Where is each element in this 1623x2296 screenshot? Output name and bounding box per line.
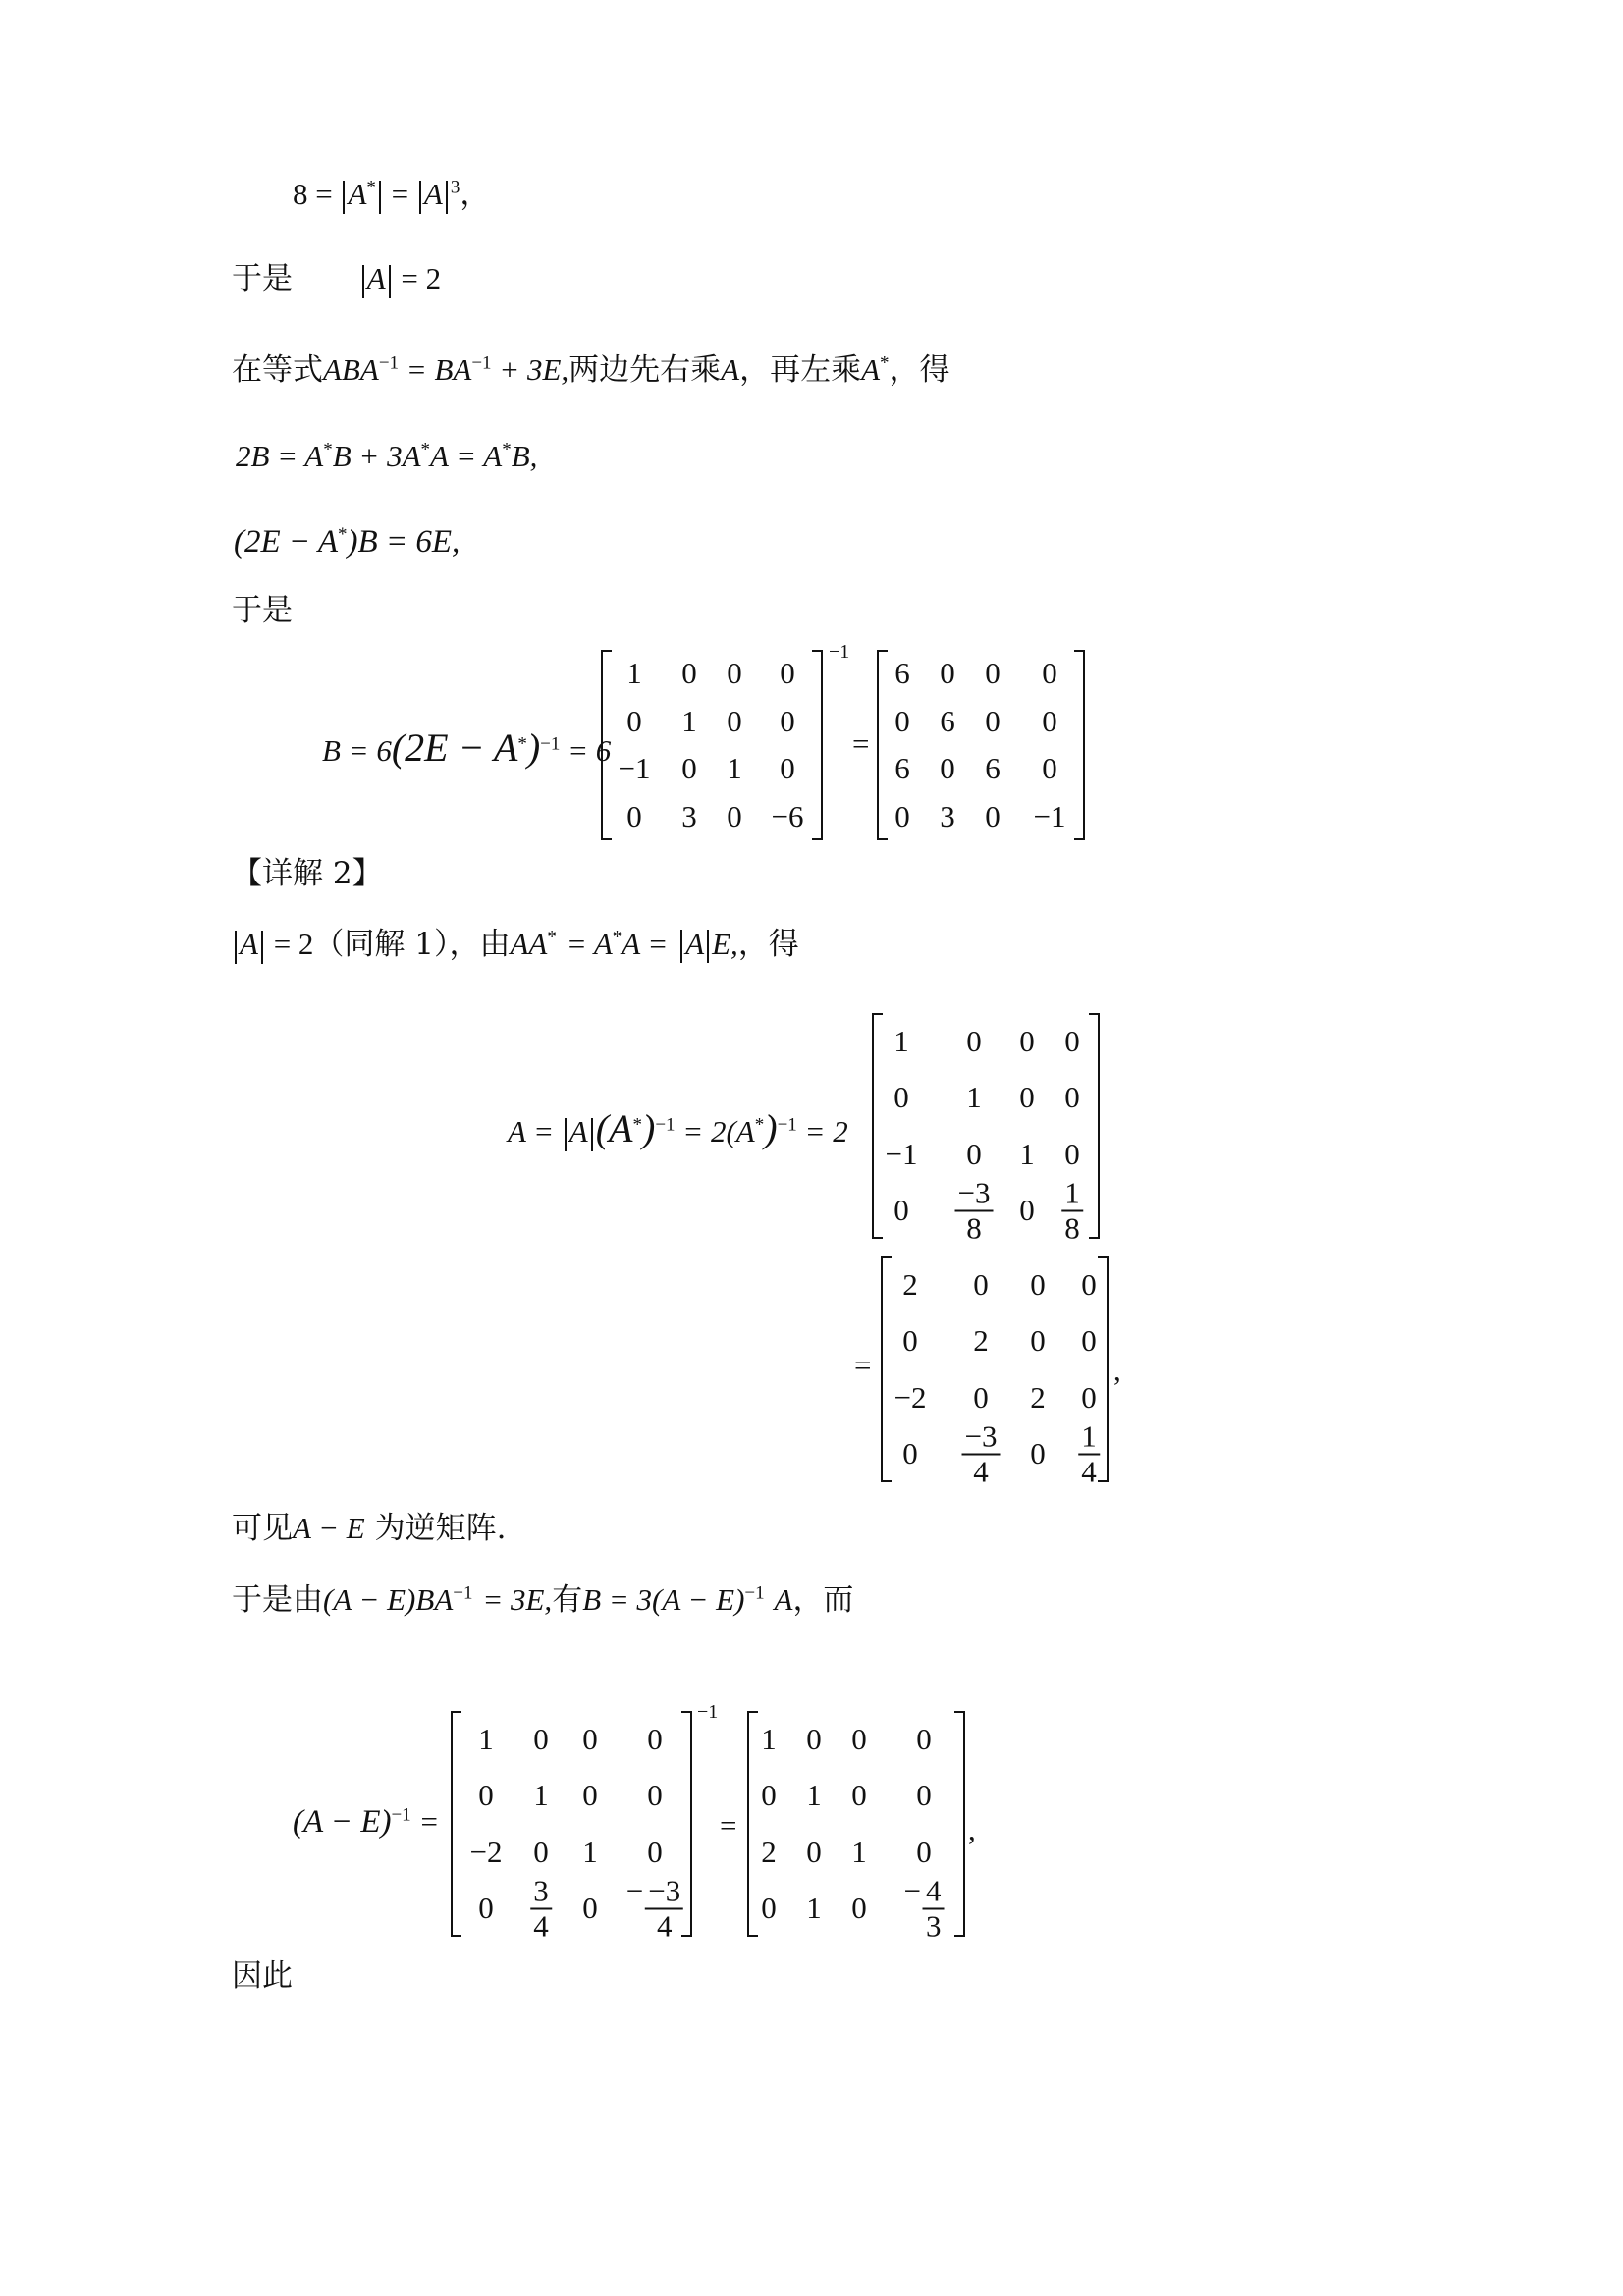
expr: ABA	[323, 352, 379, 387]
expr: A =	[508, 1114, 555, 1148]
expr: = 2(A	[682, 1114, 755, 1148]
matrix-cell: 3	[940, 798, 955, 833]
matrix-cell: 0	[851, 1891, 867, 1926]
expr: (2E − A	[234, 524, 338, 560]
matrix-cell: 0	[893, 1193, 909, 1228]
matrix-cell: 0	[1081, 1323, 1097, 1359]
matrix-cell: −2	[893, 1379, 927, 1415]
therefore-label: 因此	[232, 1958, 293, 1994]
matrix-cell: 1	[893, 1023, 909, 1058]
var-A: A	[774, 1582, 793, 1617]
matrix-cell: 0	[894, 798, 910, 833]
var-A: A	[861, 352, 881, 387]
matrix-cell: 0	[916, 1778, 932, 1813]
num-8: 8	[293, 177, 308, 211]
matrix-cell: $\frac{1}{8}$	[1061, 1176, 1083, 1246]
matrix-B-result	[877, 650, 1085, 840]
matrix-cell: − $\frac{-3}{4}$	[626, 1874, 683, 1944]
expr: A − E	[293, 1511, 365, 1545]
matrix-cell: 0	[1030, 1323, 1046, 1359]
matrix-bracket-right	[1074, 650, 1085, 840]
text: 有	[552, 1582, 583, 1618]
matrix-cell: 0	[1030, 1436, 1046, 1471]
abs-bar	[362, 265, 364, 298]
matrix-cell: 0	[940, 656, 955, 691]
expr: = 2	[804, 1114, 848, 1148]
matrix-cell: 0	[761, 1891, 777, 1926]
var-A: A	[348, 177, 367, 211]
var-A: A	[568, 1114, 588, 1148]
matrix-AminusE	[451, 1711, 692, 1944]
matrix-cell: 0	[1064, 1136, 1080, 1171]
exponent: −1	[655, 1114, 676, 1136]
matrix-cell: 2	[1030, 1379, 1046, 1415]
expr: A =	[622, 927, 669, 961]
text: ，由	[449, 927, 511, 962]
expr: = A	[566, 927, 613, 961]
matrix-bracket-right	[1089, 1013, 1100, 1239]
matrix-cell: 0	[1081, 1379, 1097, 1415]
matrix-cell: 0	[582, 1721, 598, 1756]
expr: )	[764, 1106, 778, 1150]
matrix-cell: 0	[681, 656, 697, 691]
var-A: A	[685, 927, 705, 961]
text: 在等式	[232, 352, 323, 388]
matrix-bracket-left	[881, 1256, 892, 1482]
matrix-cell: 2	[902, 1266, 918, 1302]
matrix-cell: 0	[727, 703, 742, 738]
exponent: −1	[453, 1582, 473, 1604]
matrix-cell: 0	[1042, 751, 1057, 786]
equals-sign: =	[720, 1808, 737, 1842]
matrix-cell: −1	[1033, 798, 1066, 833]
matrix-cell: 0	[1064, 1023, 1080, 1058]
eq-B-lhs: $B = 6(2E - A^*)^{-1} = 6$	[322, 725, 612, 770]
equals-sign: =	[852, 726, 870, 761]
expr: B = 3(A − E)	[582, 1582, 745, 1617]
matrix-cell: 1	[626, 656, 642, 691]
text: 可见	[232, 1511, 293, 1546]
matrix-cell: 0	[966, 1023, 982, 1058]
matrix-cell: 0	[806, 1834, 822, 1869]
so-label: 于是	[232, 593, 293, 628]
abs-bar	[419, 181, 421, 214]
matrix-cell: $\frac{3}{4}$	[530, 1874, 552, 1944]
matrix-cell: 0	[647, 1721, 663, 1756]
abs-bar	[379, 181, 381, 214]
comma: ,	[1113, 1353, 1121, 1387]
matrix-bracket-left	[872, 1013, 883, 1239]
matrix-cell: 1	[582, 1834, 598, 1869]
abs-bar	[389, 265, 391, 298]
abs-bar	[565, 1118, 567, 1151]
matrix-cell: 0	[1081, 1266, 1097, 1302]
expr: (A	[595, 1106, 633, 1150]
text: （同解 1）	[313, 927, 450, 962]
expr: AA	[510, 927, 548, 961]
text-yushi: 于是	[232, 261, 293, 296]
exponent: −1	[744, 1582, 765, 1604]
text: 两边先右乘	[568, 352, 722, 388]
matrix-cell: 0	[1030, 1266, 1046, 1302]
expr: )	[642, 1106, 656, 1150]
matrix-bracket-left	[747, 1711, 758, 1937]
abs-bar	[446, 181, 448, 214]
matrix-cell: 0	[851, 1721, 867, 1756]
abs-bar	[343, 181, 345, 214]
matrix-cell: 0	[647, 1834, 663, 1869]
abs-bar	[680, 930, 682, 963]
matrix-B-inverse-arg	[601, 650, 823, 840]
expr: B = 6	[322, 733, 392, 768]
matrix-cell: $\frac{-3}{4}$	[962, 1419, 1001, 1489]
matrix-A-result	[881, 1256, 1109, 1489]
matrix-cell: 0	[761, 1778, 777, 1813]
equals-sign: =	[854, 1348, 872, 1382]
expr: =	[418, 1804, 440, 1839]
matrix-cell: 0	[1064, 1080, 1080, 1115]
matrix-cell: 0	[894, 703, 910, 738]
matrix-cell: 0	[966, 1136, 982, 1171]
expr: (2E − A	[391, 725, 518, 770]
matrix-cell: 0	[780, 656, 795, 691]
matrix-cell: 1	[761, 1721, 777, 1756]
matrix-A-adj-inverse	[872, 1013, 1100, 1246]
matrix-cell: 0	[973, 1379, 989, 1415]
heading-solution-2: 【详解 2】	[232, 856, 383, 891]
matrix-cell: 0	[1019, 1023, 1035, 1058]
matrix-bracket-left	[601, 650, 612, 840]
matrix-cell: 0	[1042, 656, 1057, 691]
matrix-cell: − $\frac{4}{3}$	[904, 1874, 945, 1944]
exponent: −1	[697, 1701, 719, 1723]
exponent: 3	[450, 177, 460, 198]
eq-det-adjoint: 8 = A* = A $^3$，	[293, 175, 490, 214]
matrix-cell: 0	[727, 798, 742, 833]
expr: )B = 6E,	[347, 524, 460, 560]
sol2-intro-line: A = 2（同解 1），由AA* = A*A = A E,，得	[232, 925, 799, 964]
matrix-cell: 0	[478, 1891, 494, 1926]
matrix-cell: 1	[1019, 1136, 1035, 1171]
matrix-cell: 0	[582, 1778, 598, 1813]
matrix-cell: 0	[916, 1721, 932, 1756]
matrix-cell: 0	[916, 1834, 932, 1869]
text: ，得	[737, 927, 799, 962]
matrix-cell: 1	[851, 1834, 867, 1869]
matrix-cell: 0	[780, 703, 795, 738]
matrix-cell: 0	[478, 1778, 494, 1813]
matrix-cell: 1	[806, 1891, 822, 1926]
matrix-cell: 1	[533, 1778, 549, 1813]
matrix-bracket-left	[877, 650, 888, 840]
matrix-cell: −1	[618, 751, 651, 786]
exponent: −1	[378, 352, 400, 374]
abs-bar	[261, 931, 263, 964]
exponent: −1	[777, 1114, 797, 1136]
expr: = 2	[273, 927, 314, 961]
matrix-cell: 0	[1019, 1080, 1035, 1115]
matrix-cell: $\frac{1}{4}$	[1078, 1419, 1100, 1489]
matrix-cell: 0	[533, 1834, 549, 1869]
var-A: A	[366, 261, 386, 295]
eq-inv-lhs	[293, 1804, 439, 1841]
matrix-cell: 0	[533, 1721, 549, 1756]
matrix-cell: 0	[902, 1323, 918, 1359]
matrix-bracket-right	[812, 650, 823, 840]
matrix-cell: 0	[582, 1891, 598, 1926]
matrix-cell: 1	[727, 751, 742, 786]
matrix-cell: −6	[771, 798, 804, 833]
expr: B + 3A	[332, 439, 421, 473]
matrix-cell: 6	[985, 751, 1001, 786]
matrix-cell: 0	[985, 656, 1001, 691]
so-det-line	[232, 259, 441, 298]
so-from-line	[232, 1580, 853, 1620]
text: ，再左乘	[739, 352, 862, 388]
matrix-cell: 0	[940, 751, 955, 786]
expr: A = A	[430, 439, 503, 473]
expr: = BA	[399, 352, 472, 387]
eq-step1: 2B = A*B + 3A*A = A*B,	[236, 439, 538, 473]
expr: = 3E,	[482, 1582, 553, 1617]
matrix-cell: 0	[973, 1266, 989, 1302]
text: 为逆矩阵.	[374, 1511, 507, 1546]
matrix-cell: 0	[806, 1721, 822, 1756]
matrix-cell: 0	[902, 1436, 918, 1471]
text: ，而	[792, 1582, 854, 1618]
expr: + 3E,	[491, 352, 569, 387]
matrix-cell: 0	[780, 751, 795, 786]
matrix-cell: 0	[1019, 1193, 1035, 1228]
matrix-cell: 0	[727, 656, 742, 691]
matrix-bracket-left	[451, 1711, 461, 1937]
eq-step2: (2E − A*)B = 6E,	[234, 524, 460, 560]
matrix-cell: 0	[626, 798, 642, 833]
matrix-cell: 0	[893, 1080, 909, 1115]
expr: )	[526, 725, 541, 770]
matrix-cell: 1	[966, 1080, 982, 1115]
comma: ,	[968, 1812, 976, 1846]
matrix-cell: 0	[626, 703, 642, 738]
matrix-cell: 1	[478, 1721, 494, 1756]
exponent: −1	[829, 641, 850, 663]
abs-bar	[235, 931, 237, 964]
matrix-cell: 0	[851, 1778, 867, 1813]
matrix-cell: 3	[681, 798, 697, 833]
expr: = 6	[568, 733, 612, 768]
matrix-bracket-right	[954, 1711, 965, 1937]
matrix-cell: $\frac{-3}{8}$	[955, 1176, 994, 1246]
var-A: A	[240, 927, 258, 961]
matrix-cell: 6	[894, 656, 910, 691]
expr: 2B = A	[236, 439, 324, 473]
given-equation-line: 在等式$ABA^{-1} = BA^{-1} + 3E$,两边先右乘A，再左乘A*，得	[232, 352, 950, 388]
expr: (A − E)	[293, 1804, 392, 1840]
text: 于是由	[232, 1582, 323, 1618]
matrix-cell: 0	[681, 751, 697, 786]
matrix-cell: 1	[681, 703, 697, 738]
invertible-note	[232, 1509, 506, 1548]
matrix-cell: −2	[469, 1834, 503, 1869]
matrix-cell: 0	[985, 798, 1001, 833]
punct: ，	[460, 177, 491, 211]
eq-2: = 2	[401, 261, 442, 295]
exponent: −1	[540, 733, 561, 755]
abs-bar	[591, 1118, 593, 1151]
matrix-cell: 0	[985, 703, 1001, 738]
exponent: −1	[391, 1804, 411, 1826]
expr: E,	[712, 927, 738, 961]
matrix-cell: 0	[647, 1778, 663, 1813]
matrix-AminusE-inverse	[747, 1711, 965, 1944]
matrix-cell: 1	[806, 1778, 822, 1813]
abs-bar	[707, 930, 709, 963]
matrix-cell: 6	[940, 703, 955, 738]
var-A: A	[721, 352, 740, 387]
text: ，得	[889, 352, 950, 388]
matrix-cell: −1	[885, 1136, 918, 1171]
eq-A-lhs: A = A $(A^*)^{-1} = 2(A^*)^{-1} = 2$	[508, 1106, 848, 1150]
matrix-cell: 0	[1042, 703, 1057, 738]
matrix-cell: 2	[973, 1323, 989, 1359]
expr: (A − E)BA	[323, 1582, 454, 1617]
var-A: A	[423, 177, 443, 211]
matrix-cell: 6	[894, 751, 910, 786]
matrix-cell: 2	[761, 1834, 777, 1869]
expr: B,	[511, 439, 538, 473]
